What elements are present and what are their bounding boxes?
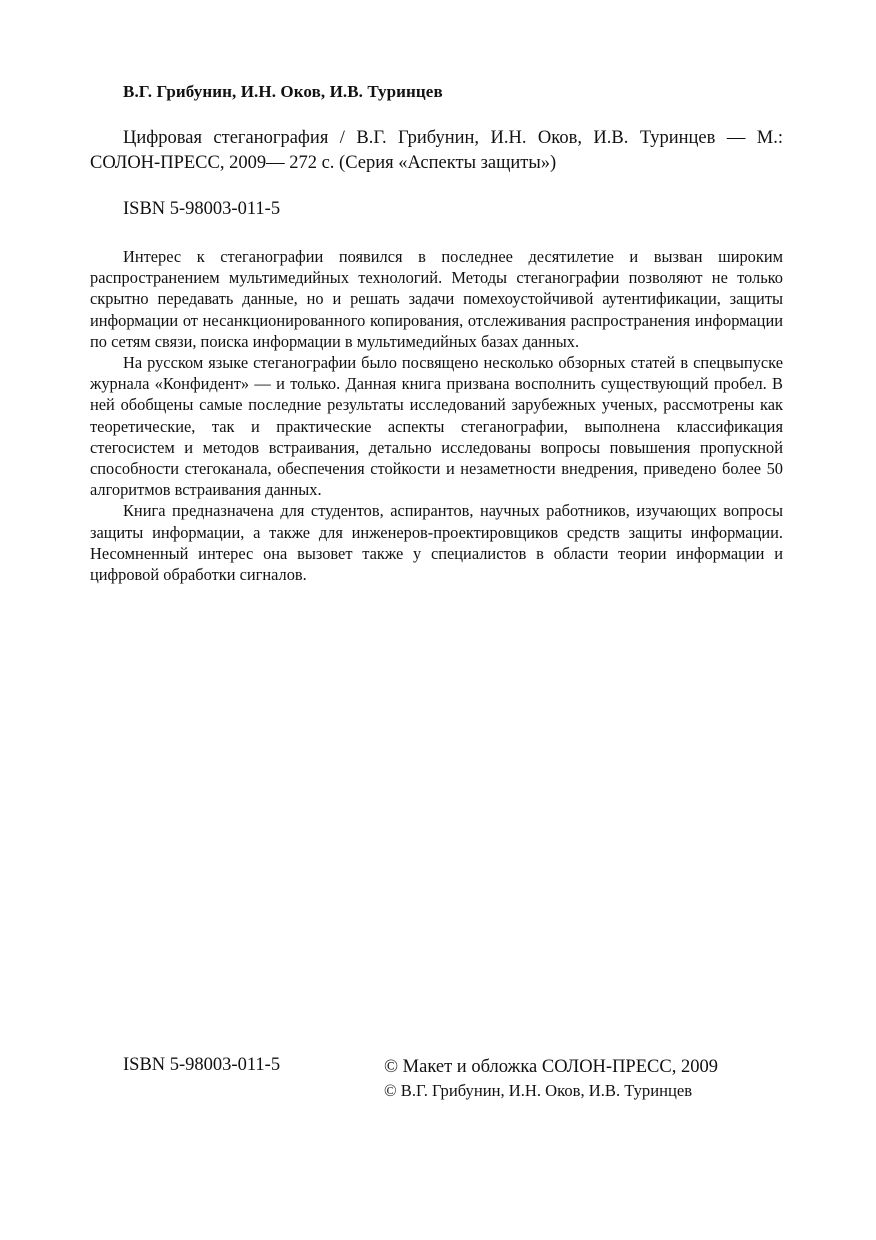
- annotation: [90, 246, 783, 585]
- isbn-top: ISBN 5-98003-011-5: [123, 199, 281, 219]
- copyright-authors: © В.Г. Грибунин, И.Н. Оков, И.В. Туринцев: [384, 1081, 693, 1100]
- annotation-paragraph: Книга предназначена для студентов, аспирантов, научных работников, изучающих вопросы защиты информации, а также для инженеров-проектировщиков средств защиты информации. Несомненный интерес она вызовет также у специалистов в области теории информации и цифровой обработки сигналов.: [90, 501, 783, 585]
- isbn-bottom: ISBN 5-98003-011-5: [123, 1055, 281, 1075]
- copyright-layout-and-cover: © Макет и обложка СОЛОН-ПРЕСС, 2009: [384, 1057, 718, 1077]
- annotation-paragraph: Интерес к стеганографии появился в последнее десятилетие и вызван широким распространением мультимедийных технологий. Методы стеганографии позволяют не только скрытно передавать данные, но и решать задачи помехоустойчивой аутентификации, защиты информации от несанкционированного копирования, отслеживания распространения информации по сетям связи, поиска информации в мультимедийных базах данных.: [90, 247, 783, 351]
- annotation-paragraph: На русском языке стеганографии было посвящено несколько обзорных статей в спецвыпуске журнала «Конфидент» — и только. Данная книга призвана восполнить существующий пробел. В ней обобщены самые последние результаты исследований зарубежных ученых, рассмотрены как теоретические, так и практические аспекты стеганографии, выполнена классификация стегосистем и методов встраивания, детально исследованы вопросы повышения пропускной способности стегоканала, обеспечения стойкости и незаметности внедрения, приведено более 50 алгоритмов встраивания данных.: [90, 353, 783, 500]
- copyright-block: [384, 1055, 718, 1102]
- bibliographic-entry: Цифровая стеганография / В.Г. Грибунин, И.Н. Оков, И.В. Туринцев — М.: СОЛОН-ПРЕСС, 2009— 272 с. (Серия «Аспекты защиты»): [90, 128, 783, 173]
- authors-heading: В.Г. Грибунин, И.Н. Оков, И.В. Туринцев: [123, 82, 443, 101]
